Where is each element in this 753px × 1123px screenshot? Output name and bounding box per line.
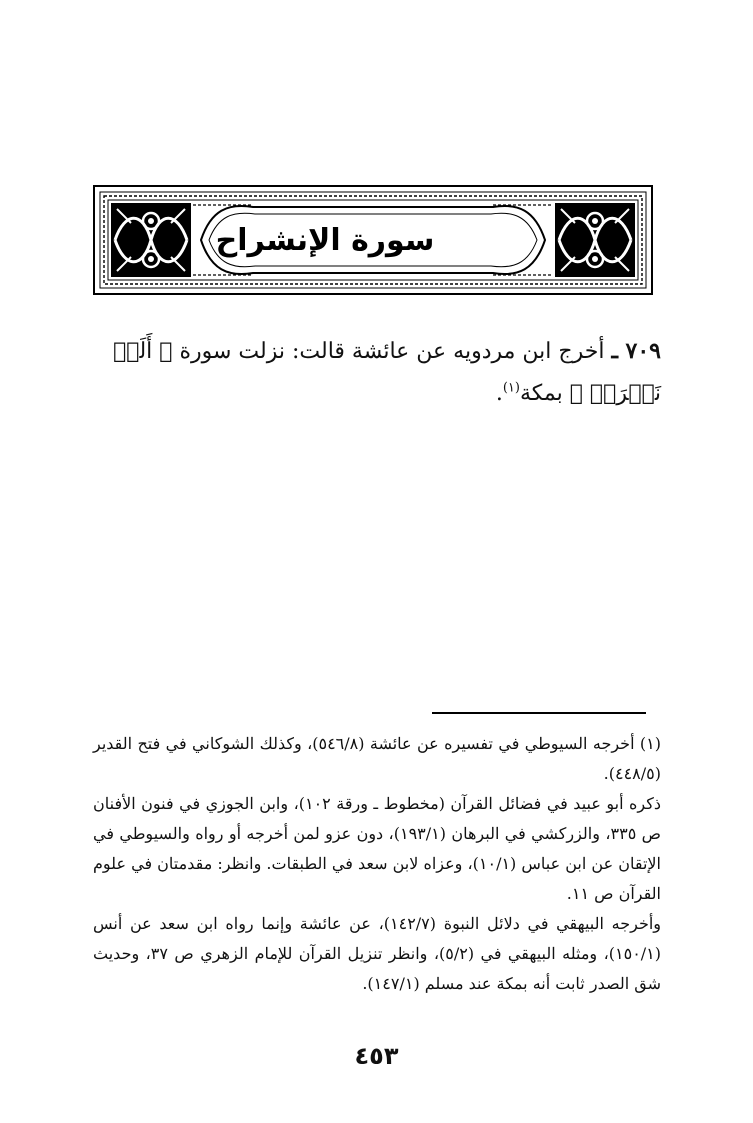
hadith-period: . xyxy=(495,381,503,406)
footnote-2: ذكره أبو عبيد في فضائل القرآن (مخطوط ـ ورقة ١٠٢)، وابن الجوزي في فنون الأفنان ص ٣٣٥، والزركشي في البرهان (١٩٣/١)، دون عزو لمن أخرجه أو رواه والسيوطي في الإتقان عن ابن عباس (١٠/١)، وعزاه لابن سعد في الطبقات. وانظر: مقدمتان في علوم القرآن ص ١١. xyxy=(93,794,661,903)
hadith-paragraph xyxy=(91,330,661,415)
footnote-marker: (١) xyxy=(502,380,520,396)
hadith-text-end: بمكة xyxy=(519,381,570,406)
footnote-1: (١) أخرجه السيوطي في تفسيره عن عائشة (٥٤٦/٨)، وكذلك الشوكاني في فتح القدير (٤٤٨/٥). xyxy=(93,734,661,783)
quran-verse: ﴿ أَلَمۡ نَشۡرَحۡ ﴾ xyxy=(113,339,661,406)
hadith-text: أخرج ابن مردويه عن عائشة قالت: نزلت سورة xyxy=(172,339,612,364)
sura-title: سورة الإنشراح xyxy=(215,222,435,258)
page-number: ٤٥٣ xyxy=(354,1042,399,1070)
footnotes xyxy=(93,729,661,999)
footnote-3: وأخرجه البيهقي في دلائل النبوة (١٤٢/٧)، عن عائشة وإنما رواه ابن سعد عن أنس (١٥٠/١)، ومثله البيهقي في (٥/٢)، وانظر تنزيل القرآن للإمام الزهري ص ٣٧، وحديث شق الصدر ثابت أنه بمكة عند مسلم (١٤٧/١). xyxy=(93,914,662,993)
hadith-number: ٧٠٩ ـ xyxy=(611,338,661,364)
footnote-separator xyxy=(432,712,646,714)
